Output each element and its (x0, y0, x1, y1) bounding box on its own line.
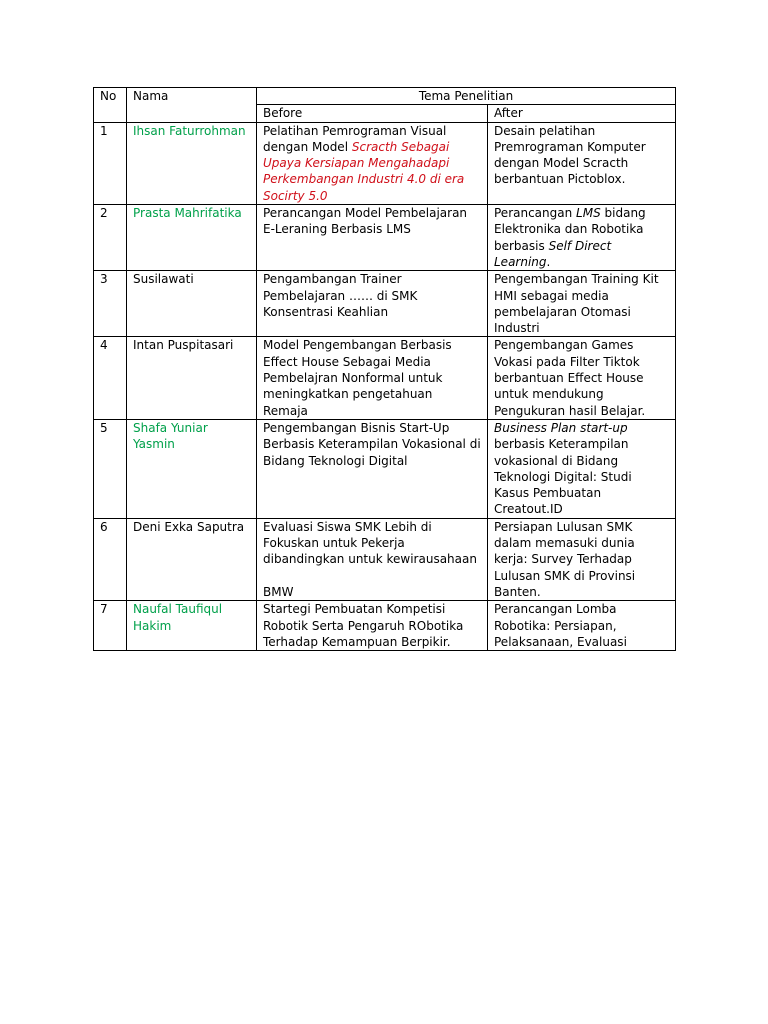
before-note: BMW (263, 584, 294, 599)
header-no: No (94, 88, 127, 123)
row-number: 3 (94, 271, 127, 337)
row-number: 5 (94, 419, 127, 518)
after-italic-text: LMS (576, 206, 601, 221)
row-number: 7 (94, 601, 127, 651)
row-name: Intan Puspitasari (127, 337, 257, 419)
header-nama: Nama (127, 88, 257, 123)
row-after: Persiapan Lulusan SMK dalam memasuki dunia kerja: Survey Terhadap Lulusan SMK di Provinsi Banten. (488, 518, 676, 600)
row-before: Pengambangan Trainer Pembelajaran …… di SMK Konsentrasi Keahlian (257, 271, 488, 337)
table-row (94, 337, 676, 419)
row-name: Prasta Mahrifatika (127, 205, 257, 271)
header-before: Before (257, 105, 488, 122)
row-before: Perancangan Model Pembelajaran E-Leraning Berbasis LMS (257, 205, 488, 271)
header-after: After (488, 105, 676, 122)
row-name: Naufal Taufiqul Hakim (127, 601, 257, 651)
table-row (94, 601, 676, 651)
row-name: Shafa Yuniar Yasmin (127, 419, 257, 518)
row-name: Ihsan Faturrohman (127, 122, 257, 204)
row-number: 4 (94, 337, 127, 419)
table-row (94, 271, 676, 337)
row-number: 2 (94, 205, 127, 271)
row-number: 1 (94, 122, 127, 204)
before-text: Evaluasi Siswa SMK Lebih di Fokuskan untuk Pekerja dibandingkan untuk kewirausahaan (263, 519, 477, 567)
after-text: Perancangan (494, 206, 573, 221)
row-after: Pengembangan Training Kit HMI sebagai media pembelajaran Otomasi Industri (488, 271, 676, 337)
table-row (94, 205, 676, 271)
table-row (94, 419, 676, 518)
after-text: bidang Elektronika dan Robotika berbasis (494, 206, 646, 253)
after-italic-text: Business Plan start-up (494, 420, 628, 435)
row-name: Susilawati (127, 271, 257, 337)
after-text: . (546, 254, 551, 269)
table-row (94, 122, 676, 204)
row-before (257, 518, 488, 600)
header-tema-penelitian: Tema Penelitian (257, 88, 676, 105)
row-after (488, 205, 676, 271)
row-after: Perancangan Lomba Robotika: Persiapan, Pelaksanaan, Evaluasi (488, 601, 676, 651)
row-number: 6 (94, 518, 127, 600)
row-before: Pengembangan Bisnis Start-Up Berbasis Keterampilan Vokasional di Bidang Teknologi Digital (257, 419, 488, 518)
before-red-text: Scracth Sebagai Upaya Kersiapan Mengahadapi Perkembangan Industri 4.0 di era Socirty 5.0 (263, 139, 465, 203)
after-text: berbasis Keterampilan vokasional di Bidang Teknologi Digital: Studi Kasus Pembuatan Creatout.ID (494, 437, 632, 517)
before-text: Pelatihan Pemrograman Visual dengan Model (263, 123, 447, 154)
research-topic-table (93, 87, 676, 651)
row-before: Model Pengembangan Berbasis Effect House Sebagai Media Pembelajran Nonformal untuk meningkatkan pengetahuan Remaja (257, 337, 488, 419)
header-row (94, 88, 676, 105)
row-before (257, 122, 488, 204)
row-before: Startegi Pembuatan Kompetisi Robotik Serta Pengaruh RObotika Terhadap Kemampuan Berpikir. (257, 601, 488, 651)
table-row (94, 518, 676, 600)
row-after: Desain pelatihan Premrograman Komputer dengan Model Scracth berbantuan Pictoblox. (488, 122, 676, 204)
row-after: Pengembangan Games Vokasi pada Filter Tiktok berbantuan Effect House untuk mendukung Pengukuran hasil Belajar. (488, 337, 676, 419)
row-name: Deni Exka Saputra (127, 518, 257, 600)
row-after (488, 419, 676, 518)
after-italic-text: Self Direct Learning (494, 238, 612, 269)
